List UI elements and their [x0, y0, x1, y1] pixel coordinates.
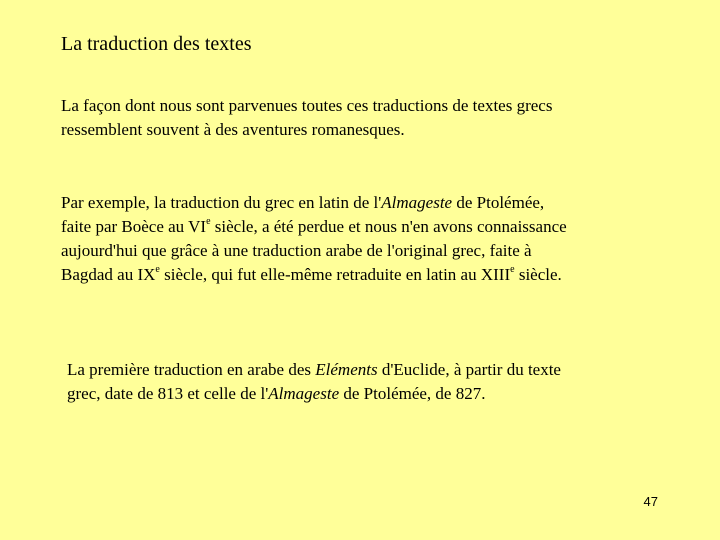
page-number: 47 [643, 494, 658, 509]
text-segment: siècle. [514, 265, 562, 284]
text-segment: grec, date de 813 et celle de l' [67, 384, 269, 403]
superscript-e: e [510, 264, 515, 276]
text-segment: Par exemple, la traduction du grec en latin de l' [61, 193, 382, 212]
text-segment: La première traduction en arabe des [67, 360, 316, 379]
italic-title-almageste: Almageste [268, 384, 340, 403]
slide-title: La traduction des textes [61, 33, 252, 55]
text-segment: d'Euclide, à partir du texte [377, 360, 561, 379]
paragraph-example-line-4 [61, 263, 567, 287]
paragraph-dates-line-1 [67, 358, 561, 382]
text-segment: Bagdad au IX [61, 265, 156, 284]
text-segment: siècle, qui fut elle-même retraduite en latin au XIII [159, 265, 511, 284]
text-segment: de Ptolémée, [452, 193, 545, 212]
text-segment: siècle, a été perdue et nous n'en avons connaissance [210, 217, 567, 236]
italic-title-elements: Eléments [315, 360, 378, 379]
superscript-e: e [206, 216, 211, 228]
text-segment: de Ptolémée, de 827. [339, 384, 486, 403]
superscript-e: e [155, 264, 160, 276]
italic-title-almageste: Almageste [381, 193, 453, 212]
paragraph-example-line-2 [61, 215, 567, 239]
paragraph-dates-line-2 [67, 382, 561, 406]
paragraph-example-line-3: aujourd'hui que grâce à une traduction arabe de l'original grec, faite à [61, 241, 532, 260]
paragraph-intro-line-2: ressemblent souvent à des aventures romanesques. [61, 120, 405, 139]
paragraph-intro [61, 94, 552, 142]
paragraph-intro-line-1: La façon dont nous sont parvenues toutes ces traductions de textes grecs [61, 96, 553, 115]
paragraph-example [61, 191, 567, 287]
text-segment: faite par Boèce au VI [61, 217, 207, 236]
paragraph-example-line-1 [61, 191, 567, 215]
paragraph-dates [67, 358, 561, 406]
